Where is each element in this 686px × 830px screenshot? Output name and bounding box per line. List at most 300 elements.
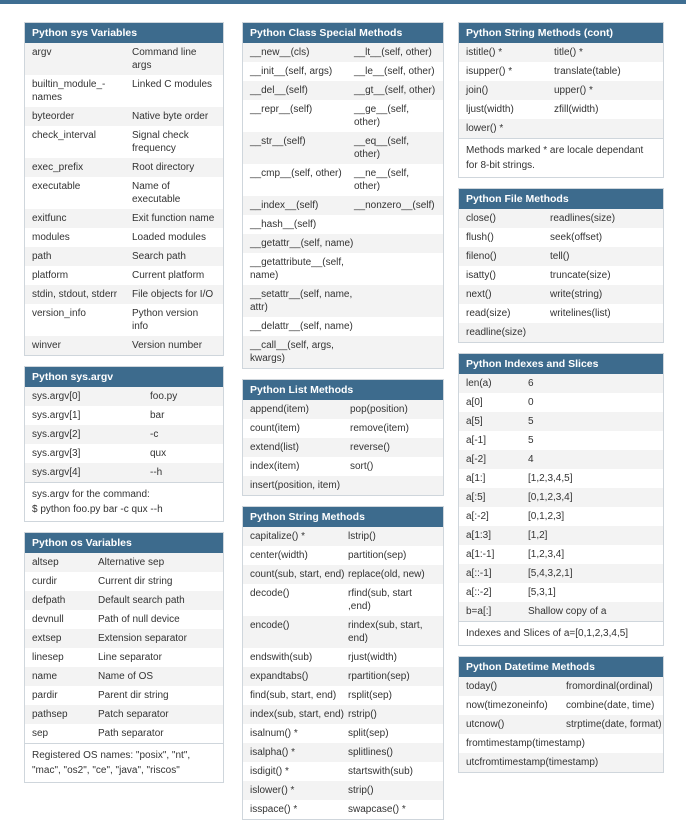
- column-1: [24, 22, 224, 793]
- sys-argv-note-line2: $ python foo.py bar -c qux --h: [32, 504, 163, 515]
- sys-argv-table: [24, 366, 224, 522]
- table-row: [459, 696, 663, 715]
- row-value: splitlines(): [348, 747, 394, 758]
- row-key: a[-2]: [466, 454, 487, 465]
- table-row: [243, 100, 443, 132]
- row-key: a[::-2]: [466, 587, 492, 598]
- row-value: __le__(self, other): [354, 66, 435, 77]
- row-value: [1,2]: [528, 530, 548, 541]
- row-value: Line separator: [98, 652, 162, 663]
- row-key: next(): [466, 289, 492, 300]
- row-key: lower() *: [466, 123, 504, 134]
- row-value: -c: [150, 429, 159, 440]
- indexes-slices-note: Indexes and Slices of a=[0,1,2,3,4,5]: [459, 621, 663, 645]
- row-value: split(sep): [348, 728, 389, 739]
- row-value: writelines(list): [550, 308, 611, 319]
- row-key: defpath: [32, 595, 66, 606]
- row-value: rsplit(sep): [348, 690, 392, 701]
- table-row: [243, 743, 443, 762]
- row-value: strip(): [348, 785, 374, 796]
- row-value: 6: [528, 378, 534, 389]
- table-row: [459, 374, 663, 393]
- table-row: [25, 667, 223, 686]
- sys-argv-title: Python sys.argv: [25, 367, 223, 387]
- list-methods-table: [242, 379, 444, 496]
- table-row: [243, 476, 443, 495]
- row-value: rstrip(): [348, 709, 377, 720]
- table-row: [243, 800, 443, 819]
- row-value: rfind(sub, start ,end): [348, 588, 412, 612]
- row-key: byteorder: [32, 111, 75, 122]
- row-value: zfill(width): [554, 104, 599, 115]
- row-key: name: [32, 671, 58, 682]
- table-row: [243, 686, 443, 705]
- table-row: [243, 43, 443, 62]
- row-key: isspace() *: [250, 804, 298, 815]
- row-key: a[1:3]: [466, 530, 492, 541]
- table-row: [25, 126, 223, 158]
- row-key: argv: [32, 47, 52, 58]
- row-value: [566, 756, 656, 769]
- row-value: [350, 479, 436, 492]
- table-row: [25, 572, 223, 591]
- sys-argv-rows: [25, 387, 223, 482]
- table-row: [459, 62, 663, 81]
- row-key: encode(): [250, 620, 290, 631]
- row-value: strptime(date, format): [566, 719, 662, 730]
- row-value: [354, 237, 436, 250]
- table-row: [243, 164, 443, 196]
- row-value: 4: [528, 454, 534, 465]
- sys-variables-title: Python sys Variables: [25, 23, 223, 43]
- table-row: [25, 444, 223, 463]
- row-value: startswith(sub): [348, 766, 414, 777]
- table-row: [459, 583, 663, 602]
- row-key: pathsep: [32, 709, 68, 720]
- table-row: [459, 304, 663, 323]
- datetime-methods-table: [458, 656, 664, 773]
- row-key: __getattribute__(self, name): [250, 257, 344, 281]
- row-value: tell(): [550, 251, 570, 262]
- row-value: Current dir string: [98, 576, 173, 587]
- row-key: flush(): [466, 232, 494, 243]
- row-key: ljust(width): [466, 104, 514, 115]
- table-row: [243, 419, 443, 438]
- row-value: [354, 288, 436, 314]
- row-value: 5: [528, 416, 534, 427]
- indexes-slices-rows: [459, 374, 663, 621]
- table-row: [459, 43, 663, 62]
- row-key: isalnum() *: [250, 728, 298, 739]
- row-value: truncate(size): [550, 270, 611, 281]
- file-methods-rows: [459, 209, 663, 342]
- table-row: [459, 412, 663, 431]
- row-key: stdin, stdout, stderr: [32, 289, 118, 300]
- row-key: fileno(): [466, 251, 497, 262]
- table-row: [243, 616, 443, 648]
- table-row: [459, 526, 663, 545]
- table-row: [25, 247, 223, 266]
- row-value: lstrip(): [348, 531, 376, 542]
- table-row: [459, 734, 663, 753]
- row-value: pop(position): [350, 404, 408, 415]
- row-value: title() *: [554, 47, 583, 58]
- table-row: [459, 266, 663, 285]
- row-key: count(sub, start, end): [250, 569, 345, 580]
- table-row: [459, 507, 663, 526]
- row-key: __cmp__(self, other): [250, 168, 342, 179]
- row-key: isdigit() *: [250, 766, 289, 777]
- row-key: __setattr__(self, name, attr): [250, 289, 353, 313]
- table-row: [459, 431, 663, 450]
- row-key: sys.argv[4]: [32, 467, 81, 478]
- row-key: __call__(self, args, kwargs): [250, 340, 334, 364]
- table-row: [25, 266, 223, 285]
- table-row: [25, 724, 223, 743]
- list-methods-title: Python List Methods: [243, 380, 443, 400]
- row-value: [1,2,3,4]: [528, 549, 565, 560]
- row-value: seek(offset): [550, 232, 603, 243]
- row-value: Signal check frequency: [132, 130, 189, 154]
- datetime-methods-title: Python Datetime Methods: [459, 657, 663, 677]
- row-value: [354, 256, 436, 282]
- row-value: Command line args: [132, 47, 197, 71]
- row-value: reverse(): [350, 442, 391, 453]
- table-row: [243, 781, 443, 800]
- row-value: Path separator: [98, 728, 164, 739]
- table-row: [459, 119, 663, 138]
- row-value: Extension separator: [98, 633, 187, 644]
- row-value: bar: [150, 410, 165, 421]
- table-row: [459, 488, 663, 507]
- row-key: __index__(self): [250, 200, 319, 211]
- row-value: rindex(sub, start, end): [348, 620, 423, 644]
- row-value: Parent dir string: [98, 690, 169, 701]
- row-key: __getattr__(self, name): [250, 238, 354, 249]
- row-key: sys.argv[1]: [32, 410, 81, 421]
- row-value: Python version info: [132, 308, 199, 332]
- row-value: combine(date, time): [566, 700, 655, 711]
- row-value: __eq__(self, other): [354, 136, 410, 160]
- table-row: [25, 648, 223, 667]
- row-key: find(sub, start, end): [250, 690, 337, 701]
- row-key: insert(position, item): [250, 480, 341, 491]
- indexes-slices-title: Python Indexes and Slices: [459, 354, 663, 374]
- row-key: utcnow(): [466, 719, 505, 730]
- row-key: winver: [32, 340, 61, 351]
- table-row: [25, 553, 223, 572]
- table-row: [25, 228, 223, 247]
- row-key: a[5]: [466, 416, 483, 427]
- table-row: [243, 132, 443, 164]
- row-value: rpartition(sep): [348, 671, 410, 682]
- sys-variables-rows: [25, 43, 223, 355]
- row-value: __ne__(self, other): [354, 168, 410, 192]
- table-row: [25, 107, 223, 126]
- row-key: extend(list): [250, 442, 299, 453]
- row-key: __delattr__(self, name): [250, 321, 353, 332]
- row-value: [1,2,3,4,5]: [528, 473, 573, 484]
- row-key: builtin_module_- names: [32, 79, 106, 103]
- row-value: Name of executable: [132, 181, 181, 205]
- table-row: [243, 667, 443, 686]
- class-special-methods-table: [242, 22, 444, 369]
- row-key: close(): [466, 213, 497, 224]
- table-row: [459, 450, 663, 469]
- table-row: [243, 234, 443, 253]
- row-key: istitle() *: [466, 47, 503, 58]
- row-key: islower() *: [250, 785, 295, 796]
- table-row: [25, 304, 223, 336]
- row-value: Exit function name: [132, 213, 215, 224]
- row-key: now(timezoneinfo): [466, 700, 548, 711]
- table-row: [243, 253, 443, 285]
- row-value: [0,1,2,3]: [528, 511, 565, 522]
- string-methods-cont-rows: [459, 43, 663, 138]
- row-key: a[:5]: [466, 492, 486, 503]
- table-row: [25, 610, 223, 629]
- row-key: utcfromtimestamp(timestamp): [466, 757, 599, 768]
- row-value: readlines(size): [550, 213, 616, 224]
- row-key: curdir: [32, 576, 58, 587]
- row-key: today(): [466, 681, 498, 692]
- row-key: extsep: [32, 633, 62, 644]
- string-methods-table: [242, 506, 444, 820]
- row-key: platform: [32, 270, 69, 281]
- table-row: [459, 323, 663, 342]
- row-key: version_info: [32, 308, 86, 319]
- row-key: __del__(self): [250, 85, 308, 96]
- row-key: __init__(self, args): [250, 66, 333, 77]
- row-key: capitalize() *: [250, 531, 306, 542]
- row-value: write(string): [550, 289, 603, 300]
- row-key: append(item): [250, 404, 309, 415]
- row-value: --h: [150, 467, 163, 478]
- table-row: [243, 705, 443, 724]
- table-row: [459, 715, 663, 734]
- file-methods-title: Python File Methods: [459, 189, 663, 209]
- table-row: [459, 564, 663, 583]
- os-variables-title: Python os Variables: [25, 533, 223, 553]
- row-key: sys.argv[0]: [32, 391, 81, 402]
- table-row: [25, 705, 223, 724]
- row-value: __lt__(self, other): [354, 47, 432, 58]
- string-methods-cont-note: Methods marked * are locale dependant for 8-bit strings.: [459, 138, 663, 177]
- row-key: exec_prefix: [32, 162, 84, 173]
- row-value: foo.py: [150, 391, 178, 402]
- row-value: fromordinal(ordinal): [566, 681, 653, 692]
- class-special-methods-rows: [243, 43, 443, 368]
- row-key: read(size): [466, 308, 511, 319]
- row-key: a[::-1]: [466, 568, 492, 579]
- row-value: replace(old, new): [348, 569, 425, 580]
- table-row: [25, 158, 223, 177]
- os-variables-note: Registered OS names: "posix", "nt", "mac", "os2", "ce", "java", "riscos": [25, 743, 223, 782]
- table-row: [243, 584, 443, 616]
- row-value: [550, 326, 656, 339]
- row-key: sys.argv[3]: [32, 448, 81, 459]
- row-key: __new__(cls): [250, 47, 310, 58]
- table-row: [459, 602, 663, 621]
- row-value: [354, 218, 436, 231]
- table-row: [459, 100, 663, 119]
- row-key: a[-1]: [466, 435, 487, 446]
- table-row: [243, 81, 443, 100]
- table-row: [25, 177, 223, 209]
- row-value: [354, 320, 436, 333]
- table-row: [25, 75, 223, 107]
- row-key: altsep: [32, 557, 59, 568]
- row-key: exitfunc: [32, 213, 67, 224]
- row-key: check_interval: [32, 130, 96, 141]
- table-row: [459, 753, 663, 772]
- row-key: executable: [32, 181, 81, 192]
- row-value: Loaded modules: [132, 232, 206, 243]
- row-key: decode(): [250, 588, 290, 599]
- table-row: [243, 285, 443, 317]
- datetime-methods-rows: [459, 677, 663, 772]
- row-value: upper() *: [554, 85, 593, 96]
- table-row: [25, 425, 223, 444]
- row-value: 5: [528, 435, 534, 446]
- row-value: [5,3,1]: [528, 587, 556, 598]
- row-value: Path of null device: [98, 614, 180, 625]
- row-key: isalpha() *: [250, 747, 296, 758]
- row-value: [354, 339, 436, 365]
- row-key: sep: [32, 728, 49, 739]
- table-row: [25, 387, 223, 406]
- row-key: devnull: [32, 614, 64, 625]
- column-3: [458, 22, 664, 783]
- row-key: a[1:]: [466, 473, 486, 484]
- row-value: Search path: [132, 251, 186, 262]
- sys-argv-note-line1: sys.argv for the command:: [32, 489, 150, 500]
- table-row: [25, 209, 223, 228]
- row-key: a[:-2]: [466, 511, 489, 522]
- table-row: [459, 228, 663, 247]
- table-row: [459, 247, 663, 266]
- row-value: sort(): [350, 461, 374, 472]
- row-key: len(a): [466, 378, 492, 389]
- row-value: rjust(width): [348, 652, 397, 663]
- file-methods-table: [458, 188, 664, 343]
- table-row: [459, 677, 663, 696]
- os-variables-rows: [25, 553, 223, 743]
- row-key: b=a[:]: [466, 606, 492, 617]
- class-special-methods-title: Python Class Special Methods: [243, 23, 443, 43]
- row-value: Root directory: [132, 162, 195, 173]
- row-key: fromtimestamp(timestamp): [466, 738, 585, 749]
- os-variables-table: [24, 532, 224, 783]
- string-methods-cont-title: Python String Methods (cont): [459, 23, 663, 43]
- row-value: [5,4,3,2,1]: [528, 568, 573, 579]
- row-key: __str__(self): [250, 136, 306, 147]
- sys-argv-note: [25, 482, 223, 521]
- row-value: partition(sep): [348, 550, 407, 561]
- row-key: center(width): [250, 550, 308, 561]
- table-row: [243, 724, 443, 743]
- row-key: index(sub, start, end): [250, 709, 344, 720]
- row-key: sys.argv[2]: [32, 429, 81, 440]
- row-value: Linked C modules: [132, 79, 213, 90]
- row-key: index(item): [250, 461, 300, 472]
- row-value: [554, 122, 656, 135]
- table-row: [243, 62, 443, 81]
- row-key: linesep: [32, 652, 64, 663]
- row-key: pardir: [32, 690, 58, 701]
- table-row: [243, 317, 443, 336]
- table-row: [243, 400, 443, 419]
- row-value: [0,1,2,3,4]: [528, 492, 573, 503]
- list-methods-rows: [243, 400, 443, 495]
- row-value: 0: [528, 397, 534, 408]
- row-value: File objects for I/O: [132, 289, 214, 300]
- row-key: __hash__(self): [250, 219, 317, 230]
- table-row: [243, 336, 443, 368]
- table-row: [25, 463, 223, 482]
- table-row: [243, 457, 443, 476]
- row-key: __repr__(self): [250, 104, 313, 115]
- row-value: Current platform: [132, 270, 205, 281]
- table-row: [243, 438, 443, 457]
- row-value: __ge__(self, other): [354, 104, 410, 128]
- table-row: [25, 336, 223, 355]
- table-row: [243, 215, 443, 234]
- indexes-slices-table: [458, 353, 664, 646]
- row-key: readline(size): [466, 327, 527, 338]
- top-accent-bar: [0, 0, 686, 4]
- string-methods-cont-table: [458, 22, 664, 178]
- table-row: [25, 406, 223, 425]
- row-key: path: [32, 251, 52, 262]
- table-row: [25, 629, 223, 648]
- row-value: swapcase() *: [348, 804, 406, 815]
- row-value: Native byte order: [132, 111, 209, 122]
- row-key: modules: [32, 232, 70, 243]
- row-key: count(item): [250, 423, 301, 434]
- row-value: translate(table): [554, 66, 621, 77]
- row-value: Version number: [132, 340, 203, 351]
- row-key: isatty(): [466, 270, 496, 281]
- row-value: qux: [150, 448, 167, 459]
- table-row: [243, 527, 443, 546]
- table-row: [243, 762, 443, 781]
- table-row: [25, 43, 223, 75]
- row-key: join(): [466, 85, 489, 96]
- table-row: [25, 591, 223, 610]
- table-row: [459, 285, 663, 304]
- row-key: a[1:-1]: [466, 549, 495, 560]
- table-row: [243, 648, 443, 667]
- table-row: [25, 285, 223, 304]
- table-row: [243, 546, 443, 565]
- table-row: [459, 469, 663, 488]
- row-value: __gt__(self, other): [354, 85, 436, 96]
- string-methods-title: Python String Methods: [243, 507, 443, 527]
- row-value: Name of OS: [98, 671, 154, 682]
- row-key: a[0]: [466, 397, 483, 408]
- sys-variables-table: [24, 22, 224, 356]
- row-key: expandtabs(): [250, 671, 309, 682]
- row-value: Alternative sep: [98, 557, 165, 568]
- row-value: __nonzero__(self): [354, 200, 435, 211]
- row-value: Patch separator: [98, 709, 169, 720]
- column-2: [242, 22, 444, 830]
- row-key: endswith(sub): [250, 652, 313, 663]
- table-row: [459, 393, 663, 412]
- row-key: isupper() *: [466, 66, 513, 77]
- table-row: [25, 686, 223, 705]
